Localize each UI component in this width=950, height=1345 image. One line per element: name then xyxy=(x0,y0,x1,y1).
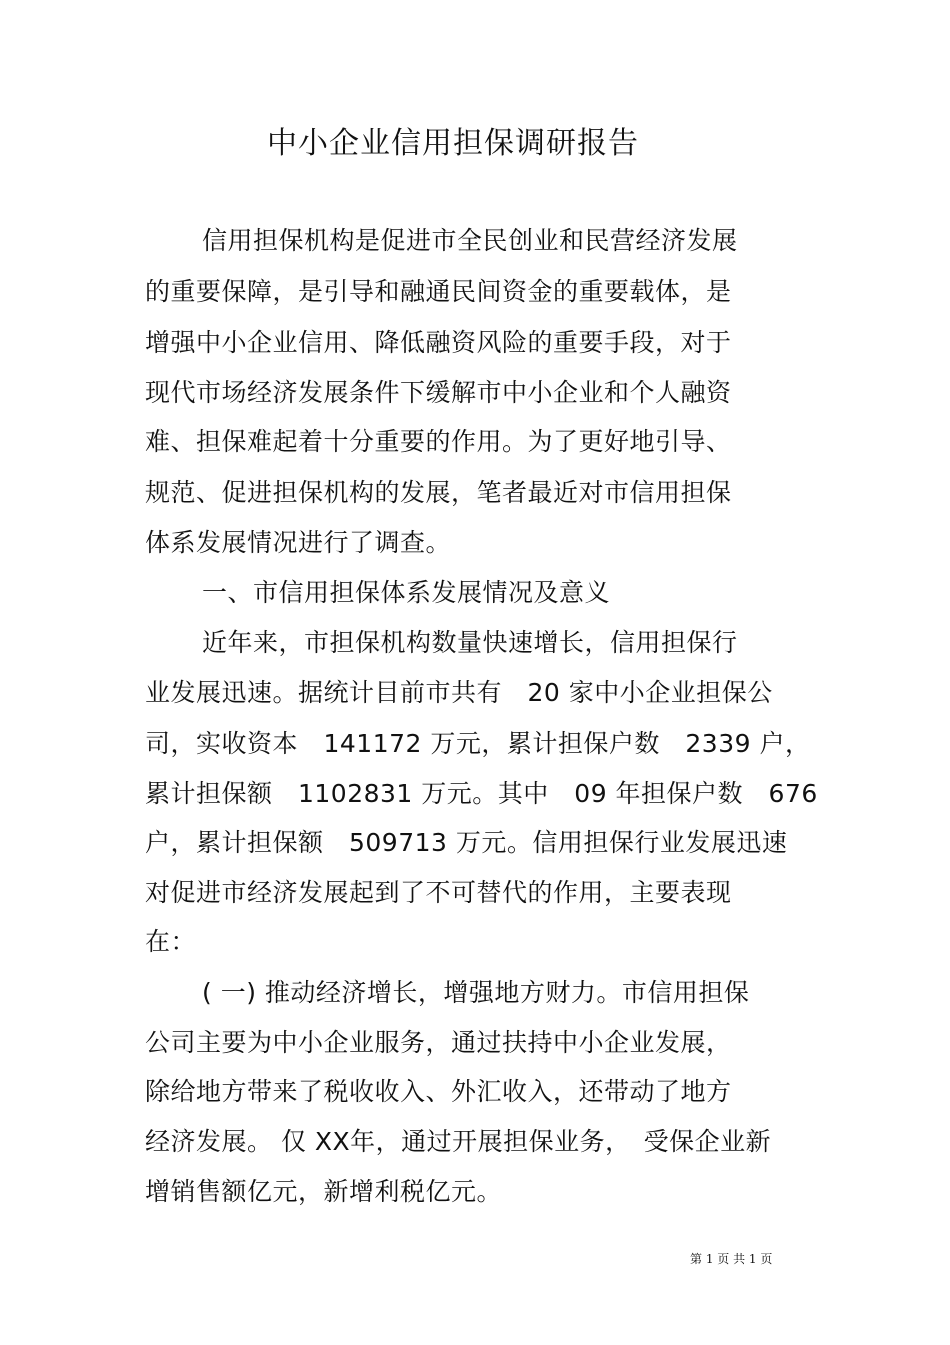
paragraph-line: 的重要保障，是引导和融通民间资金的重要载体，是 xyxy=(145,277,732,306)
paragraph-line: 公司主要为中小企业服务，通过扶持中小企业发展， xyxy=(145,1028,732,1057)
paragraph-line: 难、担保难起着十分重要的作用。为了更好地引导、 xyxy=(145,427,732,456)
paragraph-line: 经济发展。 仅 XX年，通过开展担保业务， 受保企业新 xyxy=(145,1127,772,1156)
paragraph-line: 户，累计担保额 509713 万元。信用担保行业发展迅速 xyxy=(145,828,788,857)
paragraph-line: 对促进市经济发展起到了不可替代的作用，主要表现 xyxy=(145,878,732,907)
page-number-footer: 第 1 页 共 1 页 xyxy=(690,1252,773,1266)
paragraph-line: 增销售额亿元，新增利税亿元。 xyxy=(145,1177,503,1206)
paragraph-line: 增强中小企业信用、降低融资风险的重要手段，对于 xyxy=(145,328,732,357)
document-title: 中小企业信用担保调研报告 xyxy=(267,126,639,161)
paragraph-line: 现代市场经济发展条件下缓解市中小企业和个人融资 xyxy=(145,378,732,407)
paragraph-line: 在： xyxy=(145,927,197,956)
paragraph-line: 司，实收资本 141172 万元，累计担保户数 2339 户， xyxy=(145,729,811,758)
paragraph-line: 业发展迅速。据统计目前市共有 20 家中小企业担保公 xyxy=(145,678,773,707)
paragraph-line: 除给地方带来了税收收入、外汇收入，还带动了地方 xyxy=(145,1077,732,1106)
paragraph-line: 体系发展情况进行了调查。 xyxy=(145,528,452,557)
paragraph-line: 信用担保机构是促进市全民创业和民营经济发展 xyxy=(202,226,738,255)
section-heading: 一、市信用担保体系发展情况及意义 xyxy=(202,578,611,607)
paragraph-line: 规范、促进担保机构的发展，笔者最近对市信用担保 xyxy=(145,478,732,507)
subsection-line: ( 一) 推动经济增长，增强地方财力。市信用担保 xyxy=(202,978,750,1007)
paragraph-line: 近年来，市担保机构数量快速增长，信用担保行 xyxy=(202,628,738,657)
paragraph-line: 累计担保额 1102831 万元。其中 09 年担保户数 676 xyxy=(145,779,818,808)
